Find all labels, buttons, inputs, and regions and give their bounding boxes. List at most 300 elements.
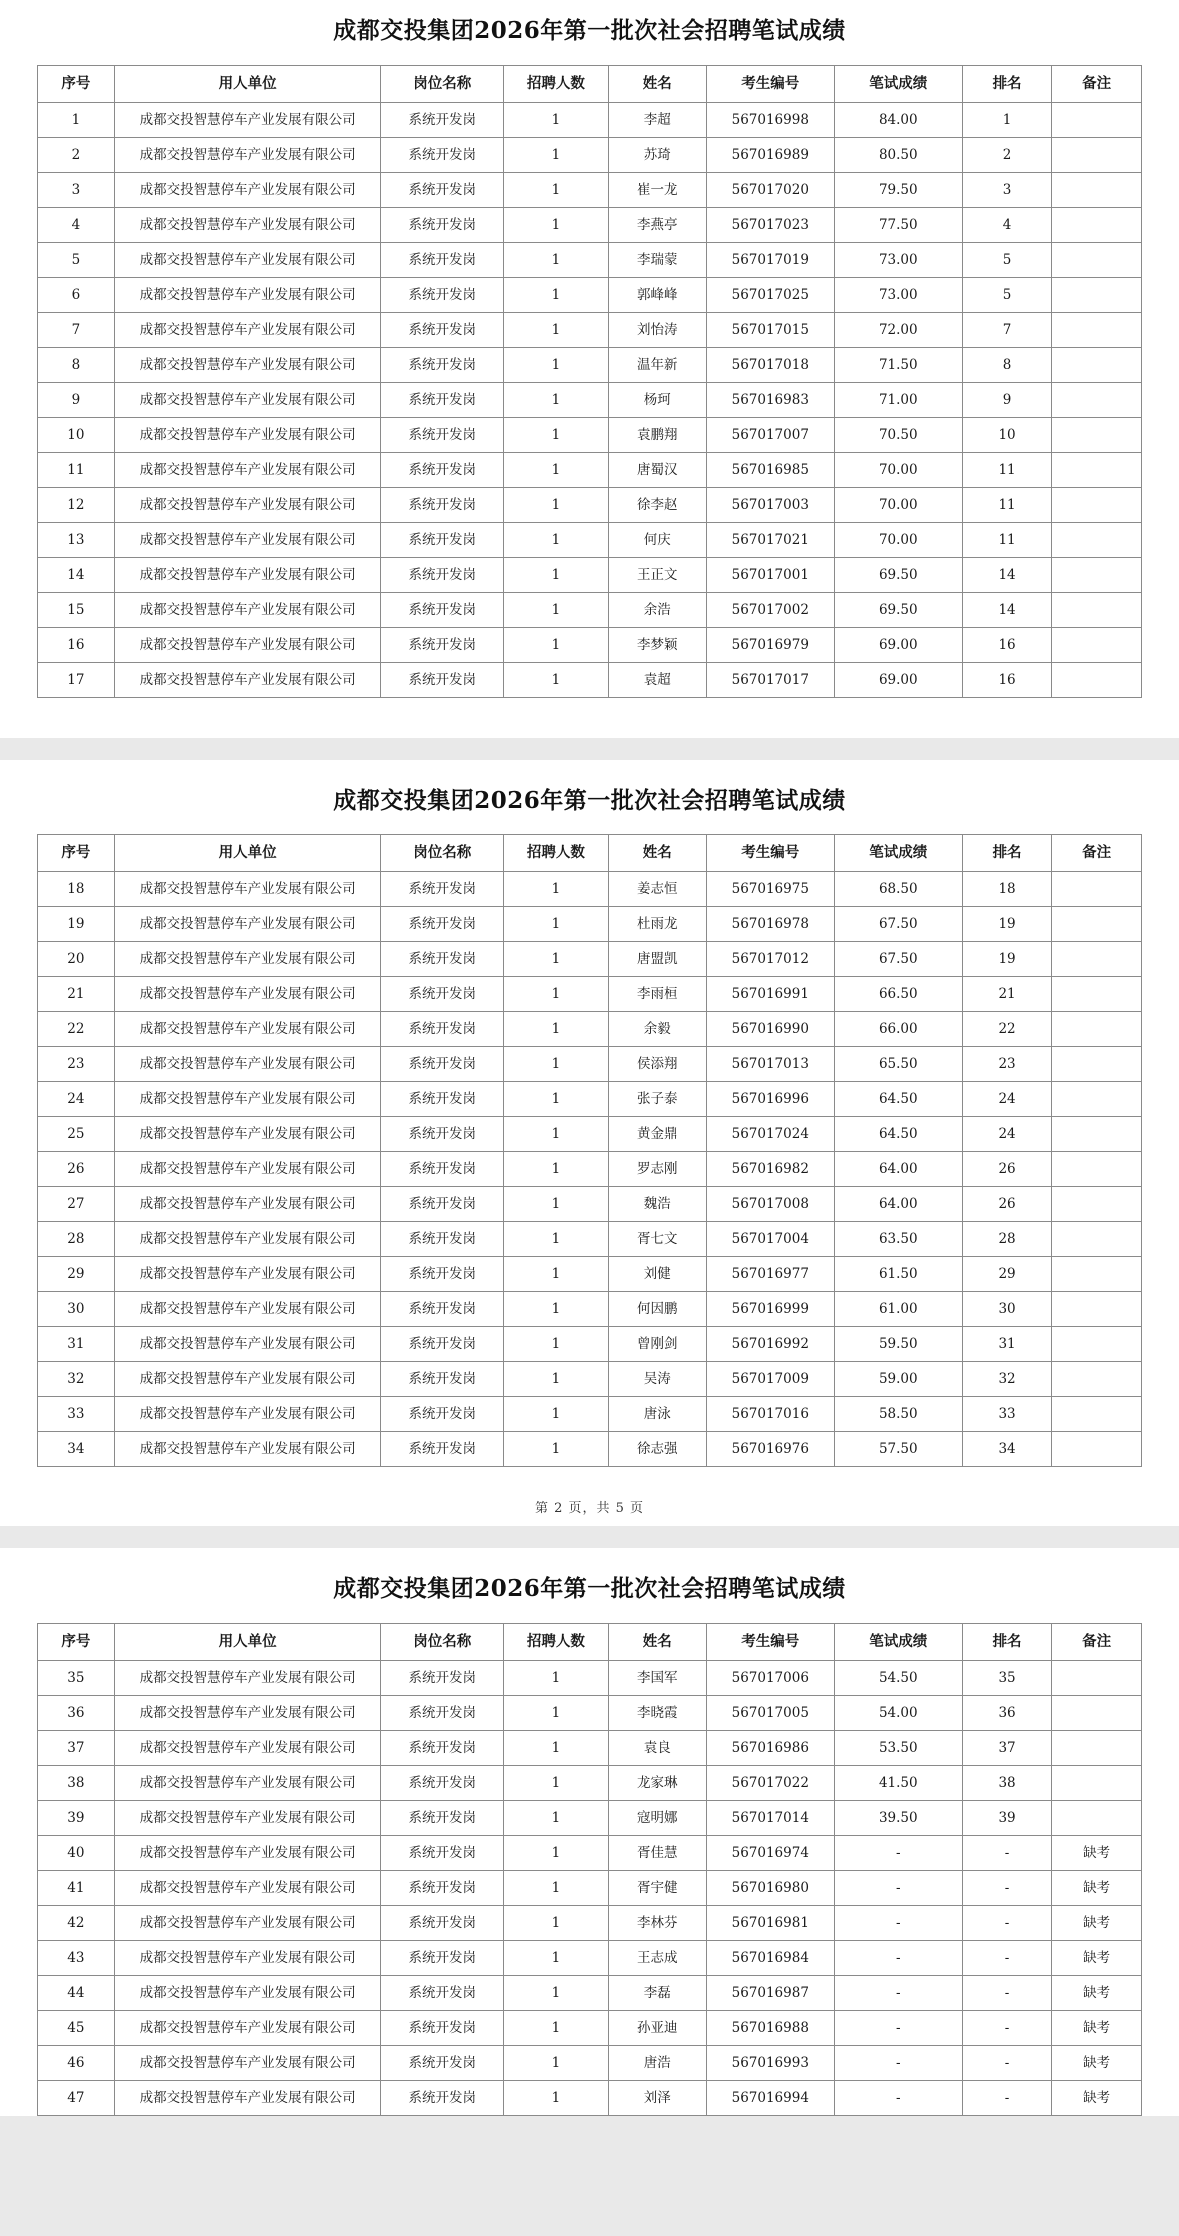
cell-exam-id: 567016984 <box>706 1940 834 1975</box>
cell-unit: 成都交投智慧停车产业发展有限公司 <box>114 1765 381 1800</box>
cell-seq: 10 <box>38 417 115 452</box>
column-header-exam-id: 考生编号 <box>706 835 834 872</box>
cell-exam-id: 567017020 <box>706 172 834 207</box>
table-header-row <box>38 65 1142 102</box>
cell-job: 系统开发岗 <box>381 662 504 697</box>
cell-unit: 成都交投智慧停车产业发展有限公司 <box>114 382 381 417</box>
table-row <box>38 1800 1142 1835</box>
table-header <box>38 835 1142 872</box>
cell-unit: 成都交投智慧停车产业发展有限公司 <box>114 1660 381 1695</box>
column-header-note: 备注 <box>1052 65 1142 102</box>
cell-rank: 11 <box>962 522 1052 557</box>
cell-unit: 成都交投智慧停车产业发展有限公司 <box>114 1397 381 1432</box>
column-header-name: 姓名 <box>608 835 706 872</box>
cell-rank: 1 <box>962 102 1052 137</box>
cell-job: 系统开发岗 <box>381 1940 504 1975</box>
cell-name: 曾刚剑 <box>608 1327 706 1362</box>
cell-exam-id: 567016978 <box>706 907 834 942</box>
column-header-note: 备注 <box>1052 835 1142 872</box>
cell-job: 系统开发岗 <box>381 102 504 137</box>
cell-name: 姜志恒 <box>608 872 706 907</box>
cell-job: 系统开发岗 <box>381 1362 504 1397</box>
cell-name: 郭峰峰 <box>608 277 706 312</box>
page-separator <box>0 1526 1179 1548</box>
table-row <box>38 907 1142 942</box>
cell-score: 57.50 <box>834 1432 962 1467</box>
column-header-name: 姓名 <box>608 65 706 102</box>
cell-score: 64.00 <box>834 1187 962 1222</box>
cell-name: 胥宇健 <box>608 1870 706 1905</box>
cell-exam-id: 567016988 <box>706 2010 834 2045</box>
cell-rank: 21 <box>962 977 1052 1012</box>
column-header-rank: 排名 <box>962 1623 1052 1660</box>
table-row <box>38 522 1142 557</box>
cell-unit: 成都交投智慧停车产业发展有限公司 <box>114 977 381 1012</box>
cell-name: 刘怡涛 <box>608 312 706 347</box>
cell-count: 1 <box>504 1292 609 1327</box>
cell-rank: 9 <box>962 382 1052 417</box>
cell-rank: 24 <box>962 1082 1052 1117</box>
cell-job: 系统开发岗 <box>381 2045 504 2080</box>
cell-rank: 26 <box>962 1152 1052 1187</box>
cell-job: 系统开发岗 <box>381 977 504 1012</box>
cell-unit: 成都交投智慧停车产业发展有限公司 <box>114 1432 381 1467</box>
cell-job: 系统开发岗 <box>381 1397 504 1432</box>
cell-job: 系统开发岗 <box>381 242 504 277</box>
document-page-1 <box>0 0 1179 738</box>
cell-score: 58.50 <box>834 1397 962 1432</box>
cell-exam-id: 567017016 <box>706 1397 834 1432</box>
cell-name: 崔一龙 <box>608 172 706 207</box>
cell-count: 1 <box>504 1047 609 1082</box>
page-title: 成都交投集团2026年第一批次社会招聘笔试成绩 <box>333 17 846 44</box>
cell-unit: 成都交投智慧停车产业发展有限公司 <box>114 277 381 312</box>
table-row <box>38 2010 1142 2045</box>
cell-name: 胥七文 <box>608 1222 706 1257</box>
cell-exam-id: 567017005 <box>706 1695 834 1730</box>
cell-rank: - <box>962 1835 1052 1870</box>
column-header-score: 笔试成绩 <box>834 835 962 872</box>
cell-note <box>1052 1695 1142 1730</box>
cell-note <box>1052 872 1142 907</box>
cell-score: 72.00 <box>834 312 962 347</box>
cell-note <box>1052 1292 1142 1327</box>
cell-count: 1 <box>504 417 609 452</box>
cell-score: 41.50 <box>834 1765 962 1800</box>
cell-seq: 45 <box>38 2010 115 2045</box>
cell-exam-id: 567017007 <box>706 417 834 452</box>
cell-count: 1 <box>504 1012 609 1047</box>
cell-name: 徐李赵 <box>608 487 706 522</box>
cell-exam-id: 567016999 <box>706 1292 834 1327</box>
cell-job: 系统开发岗 <box>381 1292 504 1327</box>
cell-count: 1 <box>504 487 609 522</box>
cell-seq: 19 <box>38 907 115 942</box>
cell-job: 系统开发岗 <box>381 1800 504 1835</box>
cell-unit: 成都交投智慧停车产业发展有限公司 <box>114 1012 381 1047</box>
cell-seq: 25 <box>38 1117 115 1152</box>
cell-seq: 15 <box>38 592 115 627</box>
cell-seq: 21 <box>38 977 115 1012</box>
cell-job: 系统开发岗 <box>381 1082 504 1117</box>
cell-score: 69.50 <box>834 592 962 627</box>
cell-seq: 39 <box>38 1800 115 1835</box>
cell-rank: 18 <box>962 872 1052 907</box>
column-header-score: 笔试成绩 <box>834 65 962 102</box>
cell-job: 系统开发岗 <box>381 907 504 942</box>
table-row <box>38 452 1142 487</box>
cell-unit: 成都交投智慧停车产业发展有限公司 <box>114 1222 381 1257</box>
cell-job: 系统开发岗 <box>381 522 504 557</box>
cell-name: 李林芬 <box>608 1905 706 1940</box>
table-row <box>38 1870 1142 1905</box>
cell-count: 1 <box>504 1117 609 1152</box>
cell-note <box>1052 137 1142 172</box>
cell-score: 61.00 <box>834 1292 962 1327</box>
column-header-rank: 排名 <box>962 65 1052 102</box>
cell-job: 系统开发岗 <box>381 1870 504 1905</box>
cell-name: 侯添翔 <box>608 1047 706 1082</box>
cell-count: 1 <box>504 207 609 242</box>
document-page-3 <box>0 1548 1179 2116</box>
table-row <box>38 207 1142 242</box>
cell-exam-id: 567017025 <box>706 277 834 312</box>
cell-job: 系统开发岗 <box>381 347 504 382</box>
table-row <box>38 347 1142 382</box>
results-table <box>37 65 1142 698</box>
cell-name: 何因鹏 <box>608 1292 706 1327</box>
table-row <box>38 1082 1142 1117</box>
cell-seq: 40 <box>38 1835 115 1870</box>
cell-unit: 成都交投智慧停车产业发展有限公司 <box>114 1047 381 1082</box>
cell-unit: 成都交投智慧停车产业发展有限公司 <box>114 487 381 522</box>
cell-score: - <box>834 2045 962 2080</box>
cell-name: 徐志强 <box>608 1432 706 1467</box>
cell-score: 80.50 <box>834 137 962 172</box>
cell-seq: 4 <box>38 207 115 242</box>
cell-note <box>1052 382 1142 417</box>
cell-note <box>1052 1432 1142 1467</box>
table-row <box>38 1432 1142 1467</box>
cell-job: 系统开发岗 <box>381 1257 504 1292</box>
cell-score: 79.50 <box>834 172 962 207</box>
cell-score: 64.50 <box>834 1117 962 1152</box>
cell-rank: 11 <box>962 452 1052 487</box>
table-row <box>38 487 1142 522</box>
cell-exam-id: 567016992 <box>706 1327 834 1362</box>
cell-rank: 31 <box>962 1327 1052 1362</box>
cell-name: 李国军 <box>608 1660 706 1695</box>
cell-note <box>1052 942 1142 977</box>
cell-name: 刘泽 <box>608 2080 706 2115</box>
cell-rank: 11 <box>962 487 1052 522</box>
cell-unit: 成都交投智慧停车产业发展有限公司 <box>114 207 381 242</box>
table-row <box>38 872 1142 907</box>
cell-unit: 成都交投智慧停车产业发展有限公司 <box>114 1800 381 1835</box>
cell-count: 1 <box>504 1835 609 1870</box>
table-row <box>38 417 1142 452</box>
cell-seq: 46 <box>38 2045 115 2080</box>
cell-note: 缺考 <box>1052 1905 1142 1940</box>
cell-unit: 成都交投智慧停车产业发展有限公司 <box>114 1117 381 1152</box>
table-row <box>38 1940 1142 1975</box>
cell-note <box>1052 207 1142 242</box>
cell-note <box>1052 1765 1142 1800</box>
cell-unit: 成都交投智慧停车产业发展有限公司 <box>114 2080 381 2115</box>
cell-rank: 14 <box>962 592 1052 627</box>
cell-score: 84.00 <box>834 102 962 137</box>
cell-count: 1 <box>504 137 609 172</box>
table-row <box>38 1152 1142 1187</box>
table-row <box>38 382 1142 417</box>
column-header-rank: 排名 <box>962 835 1052 872</box>
cell-job: 系统开发岗 <box>381 1117 504 1152</box>
cell-score: 54.00 <box>834 1695 962 1730</box>
cell-note <box>1052 1187 1142 1222</box>
cell-count: 1 <box>504 1660 609 1695</box>
cell-note <box>1052 1257 1142 1292</box>
cell-unit: 成都交投智慧停车产业发展有限公司 <box>114 1835 381 1870</box>
table-row <box>38 102 1142 137</box>
cell-score: 71.50 <box>834 347 962 382</box>
cell-unit: 成都交投智慧停车产业发展有限公司 <box>114 417 381 452</box>
cell-count: 1 <box>504 277 609 312</box>
cell-note <box>1052 907 1142 942</box>
cell-unit: 成都交投智慧停车产业发展有限公司 <box>114 557 381 592</box>
table-row <box>38 557 1142 592</box>
table-row <box>38 1835 1142 1870</box>
cell-job: 系统开发岗 <box>381 1327 504 1362</box>
cell-job: 系统开发岗 <box>381 1765 504 1800</box>
cell-rank: 16 <box>962 662 1052 697</box>
table-row <box>38 1187 1142 1222</box>
cell-name: 胥佳慧 <box>608 1835 706 1870</box>
cell-count: 1 <box>504 1695 609 1730</box>
cell-count: 1 <box>504 2080 609 2115</box>
cell-unit: 成都交投智慧停车产业发展有限公司 <box>114 2045 381 2080</box>
cell-job: 系统开发岗 <box>381 1835 504 1870</box>
cell-exam-id: 567016982 <box>706 1152 834 1187</box>
cell-count: 1 <box>504 592 609 627</box>
cell-count: 1 <box>504 522 609 557</box>
cell-name: 余毅 <box>608 1012 706 1047</box>
cell-count: 1 <box>504 1905 609 1940</box>
cell-unit: 成都交投智慧停车产业发展有限公司 <box>114 907 381 942</box>
cell-rank: 33 <box>962 1397 1052 1432</box>
cell-exam-id: 567016991 <box>706 977 834 1012</box>
cell-rank: 24 <box>962 1117 1052 1152</box>
cell-rank: - <box>962 1870 1052 1905</box>
cell-unit: 成都交投智慧停车产业发展有限公司 <box>114 627 381 662</box>
column-header-job: 岗位名称 <box>381 65 504 102</box>
cell-rank: 36 <box>962 1695 1052 1730</box>
table-row <box>38 1257 1142 1292</box>
cell-unit: 成都交投智慧停车产业发展有限公司 <box>114 1152 381 1187</box>
cell-unit: 成都交投智慧停车产业发展有限公司 <box>114 312 381 347</box>
cell-unit: 成都交投智慧停车产业发展有限公司 <box>114 1292 381 1327</box>
cell-rank: 14 <box>962 557 1052 592</box>
cell-exam-id: 567016993 <box>706 2045 834 2080</box>
cell-name: 罗志刚 <box>608 1152 706 1187</box>
table-row <box>38 1695 1142 1730</box>
cell-job: 系统开发岗 <box>381 627 504 662</box>
page-separator <box>0 738 1179 760</box>
cell-name: 吴涛 <box>608 1362 706 1397</box>
cell-job: 系统开发岗 <box>381 1905 504 1940</box>
cell-name: 李磊 <box>608 1975 706 2010</box>
cell-name: 李燕亭 <box>608 207 706 242</box>
column-header-job: 岗位名称 <box>381 835 504 872</box>
cell-job: 系统开发岗 <box>381 872 504 907</box>
cell-count: 1 <box>504 872 609 907</box>
cell-seq: 9 <box>38 382 115 417</box>
cell-job: 系统开发岗 <box>381 1222 504 1257</box>
cell-unit: 成都交投智慧停车产业发展有限公司 <box>114 347 381 382</box>
cell-rank: 8 <box>962 347 1052 382</box>
cell-exam-id: 567016979 <box>706 627 834 662</box>
page-title: 成都交投集团2026年第一批次社会招聘笔试成绩 <box>333 1575 846 1602</box>
cell-note <box>1052 1082 1142 1117</box>
table-header-row <box>38 835 1142 872</box>
cell-unit: 成都交投智慧停车产业发展有限公司 <box>114 1362 381 1397</box>
table-row <box>38 1047 1142 1082</box>
cell-rank: 28 <box>962 1222 1052 1257</box>
cell-exam-id: 567016985 <box>706 452 834 487</box>
column-header-unit: 用人单位 <box>114 1623 381 1660</box>
cell-score: - <box>834 1835 962 1870</box>
table-row <box>38 977 1142 1012</box>
cell-score: 61.50 <box>834 1257 962 1292</box>
cell-name: 魏浩 <box>608 1187 706 1222</box>
cell-score: 66.50 <box>834 977 962 1012</box>
cell-job: 系统开发岗 <box>381 1695 504 1730</box>
cell-note <box>1052 277 1142 312</box>
table-row <box>38 1765 1142 1800</box>
cell-score: - <box>834 1870 962 1905</box>
column-header-seq: 序号 <box>38 65 115 102</box>
cell-count: 1 <box>504 1975 609 2010</box>
cell-exam-id: 567017024 <box>706 1117 834 1152</box>
cell-seq: 32 <box>38 1362 115 1397</box>
cell-score: 69.00 <box>834 662 962 697</box>
cell-unit: 成都交投智慧停车产业发展有限公司 <box>114 522 381 557</box>
cell-job: 系统开发岗 <box>381 1975 504 2010</box>
column-header-count: 招聘人数 <box>504 65 609 102</box>
document-page-2 <box>0 760 1179 1527</box>
cell-rank: 19 <box>962 942 1052 977</box>
cell-score: - <box>834 2010 962 2045</box>
cell-exam-id: 567017012 <box>706 942 834 977</box>
cell-seq: 22 <box>38 1012 115 1047</box>
cell-job: 系统开发岗 <box>381 942 504 977</box>
table-body-page-3 <box>38 1660 1142 2115</box>
cell-unit: 成都交投智慧停车产业发展有限公司 <box>114 662 381 697</box>
cell-exam-id: 567016977 <box>706 1257 834 1292</box>
cell-count: 1 <box>504 1765 609 1800</box>
cell-exam-id: 567016981 <box>706 1905 834 1940</box>
cell-unit: 成都交投智慧停车产业发展有限公司 <box>114 1257 381 1292</box>
cell-rank: 7 <box>962 312 1052 347</box>
table-row <box>38 1905 1142 1940</box>
cell-count: 1 <box>504 172 609 207</box>
cell-count: 1 <box>504 2010 609 2045</box>
cell-unit: 成都交投智慧停车产业发展有限公司 <box>114 2010 381 2045</box>
cell-score: 64.50 <box>834 1082 962 1117</box>
cell-exam-id: 567016974 <box>706 1835 834 1870</box>
cell-rank: 16 <box>962 627 1052 662</box>
cell-name: 袁鹏翔 <box>608 417 706 452</box>
cell-seq: 38 <box>38 1765 115 1800</box>
cell-job: 系统开发岗 <box>381 1432 504 1467</box>
cell-exam-id: 567016994 <box>706 2080 834 2115</box>
cell-job: 系统开发岗 <box>381 1152 504 1187</box>
cell-job: 系统开发岗 <box>381 452 504 487</box>
cell-unit: 成都交投智慧停车产业发展有限公司 <box>114 592 381 627</box>
cell-note <box>1052 557 1142 592</box>
cell-score: 71.00 <box>834 382 962 417</box>
cell-seq: 11 <box>38 452 115 487</box>
cell-score: 66.00 <box>834 1012 962 1047</box>
cell-note <box>1052 1012 1142 1047</box>
cell-score: 70.00 <box>834 452 962 487</box>
cell-score: 68.50 <box>834 872 962 907</box>
cell-note <box>1052 977 1142 1012</box>
cell-name: 唐蜀汉 <box>608 452 706 487</box>
cell-seq: 17 <box>38 662 115 697</box>
cell-count: 1 <box>504 1152 609 1187</box>
cell-job: 系统开发岗 <box>381 277 504 312</box>
cell-name: 李瑞蒙 <box>608 242 706 277</box>
cell-exam-id: 567017019 <box>706 242 834 277</box>
cell-seq: 33 <box>38 1397 115 1432</box>
cell-seq: 6 <box>38 277 115 312</box>
cell-exam-id: 567016996 <box>706 1082 834 1117</box>
cell-seq: 43 <box>38 1940 115 1975</box>
table-row <box>38 942 1142 977</box>
page-footer: 第 2 页，共 5 页 <box>534 1501 645 1516</box>
cell-name: 李晓霞 <box>608 1695 706 1730</box>
column-header-count: 招聘人数 <box>504 835 609 872</box>
cell-seq: 35 <box>38 1660 115 1695</box>
cell-unit: 成都交投智慧停车产业发展有限公司 <box>114 1695 381 1730</box>
cell-rank: 3 <box>962 172 1052 207</box>
table-header <box>38 65 1142 102</box>
cell-unit: 成都交投智慧停车产业发展有限公司 <box>114 102 381 137</box>
cell-job: 系统开发岗 <box>381 1660 504 1695</box>
cell-seq: 31 <box>38 1327 115 1362</box>
cell-rank: 10 <box>962 417 1052 452</box>
cell-seq: 18 <box>38 872 115 907</box>
cell-name: 李梦颖 <box>608 627 706 662</box>
cell-note <box>1052 347 1142 382</box>
page-title: 成都交投集团2026年第一批次社会招聘笔试成绩 <box>333 786 846 814</box>
cell-count: 1 <box>504 557 609 592</box>
cell-count: 1 <box>504 1327 609 1362</box>
cell-name: 袁良 <box>608 1730 706 1765</box>
cell-unit: 成都交投智慧停车产业发展有限公司 <box>114 1940 381 1975</box>
table-row <box>38 1327 1142 1362</box>
table-row <box>38 1975 1142 2010</box>
cell-score: 63.50 <box>834 1222 962 1257</box>
cell-count: 1 <box>504 1870 609 1905</box>
cell-seq: 14 <box>38 557 115 592</box>
cell-count: 1 <box>504 977 609 1012</box>
cell-seq: 12 <box>38 487 115 522</box>
table-row <box>38 1397 1142 1432</box>
cell-note <box>1052 662 1142 697</box>
cell-note <box>1052 1800 1142 1835</box>
cell-score: - <box>834 1940 962 1975</box>
